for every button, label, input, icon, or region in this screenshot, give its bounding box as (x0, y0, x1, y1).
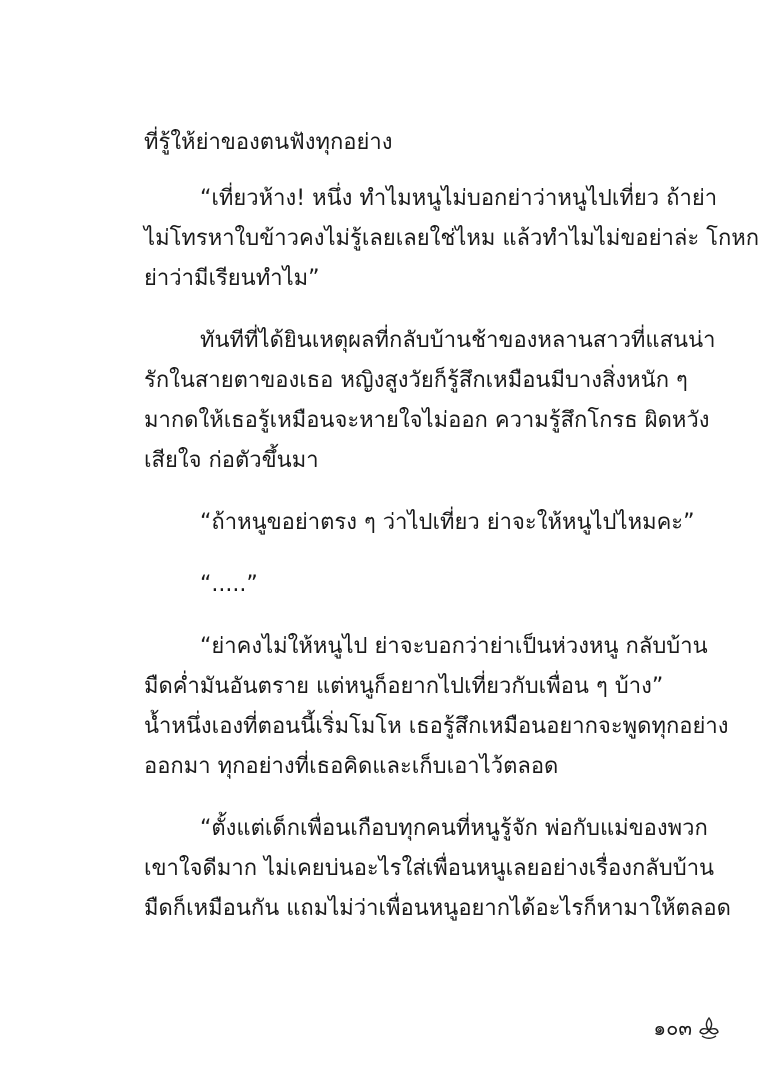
text-line: น้ำหนึ่งเองที่ตอนนี้เริ่มโมโห เธอรู้สึกเหมือนอยากจะพูดทุกอย่าง (144, 714, 729, 739)
lotus-ornament-icon (698, 1016, 720, 1040)
text-line: เขาใจดีมาก ไม่เคยบ่นอะไรใส่เพื่อนหนูเลยอย่างเรื่องกลับบ้าน (144, 856, 715, 881)
text-line: ที่รู้ให้ย่าของตนฟังทุกอย่าง (144, 130, 393, 155)
text-line: “ตั้งแต่เด็กเพื่อนเกือบทุกคนที่หนูรู้จัก พ่อกับแม่ของพวก (200, 816, 708, 841)
text-line: ทันทีที่ได้ยินเหตุผลที่กลับบ้านช้าของหลานสาวที่แสนน่า (200, 328, 716, 353)
text-line: รักในสายตาของเธอ หญิงสูงวัยก็รู้สึกเหมือนมีบางสิ่งหนัก ๆ (144, 368, 688, 393)
text-line: มืดก็เหมือนกัน แถมไม่ว่าเพื่อนหนูอยากได้อะไรก็หามาให้ตลอด (144, 896, 731, 921)
text-line: มากดให้เธอรู้เหมือนจะหายใจไม่ออก ความรู้สึกโกรธ ผิดหวัง (144, 408, 710, 433)
page-footer (653, 1012, 720, 1044)
page-number: ๑๐๓ (653, 1016, 692, 1040)
text-line: ไม่โทรหาใบข้าวคงไม่รู้เลยเลยใช่ไหม แล้วทำไมไม่ขอย่าล่ะ โกหก (144, 226, 760, 251)
text-line: “ย่าคงไม่ให้หนูไป ย่าจะบอกว่าย่าเป็นห่วงหนู กลับบ้าน (200, 634, 708, 659)
text-line: “ถ้าหนูขอย่าตรง ๆ ว่าไปเที่ยว ย่าจะให้หนูไปไหมคะ” (200, 510, 695, 535)
text-line: เสียใจ ก่อตัวขึ้นมา (144, 448, 319, 473)
text-line: “เที่ยวห้าง! หนึ่ง ทำไมหนูไม่บอกย่าว่าหนูไปเที่ยว ถ้าย่า (200, 186, 718, 211)
text-line: มืดค่ำมันอันตราย แต่หนูก็อยากไปเที่ยวกับเพื่อน ๆ บ้าง” (144, 674, 664, 699)
text-line: “.....” (200, 572, 258, 597)
text-line: ออกมา ทุกอย่างที่เธอคิดและเก็บเอาไว้ตลอด (144, 754, 559, 779)
text-line: ย่าว่ามีเรียนทำไม” (144, 266, 320, 291)
